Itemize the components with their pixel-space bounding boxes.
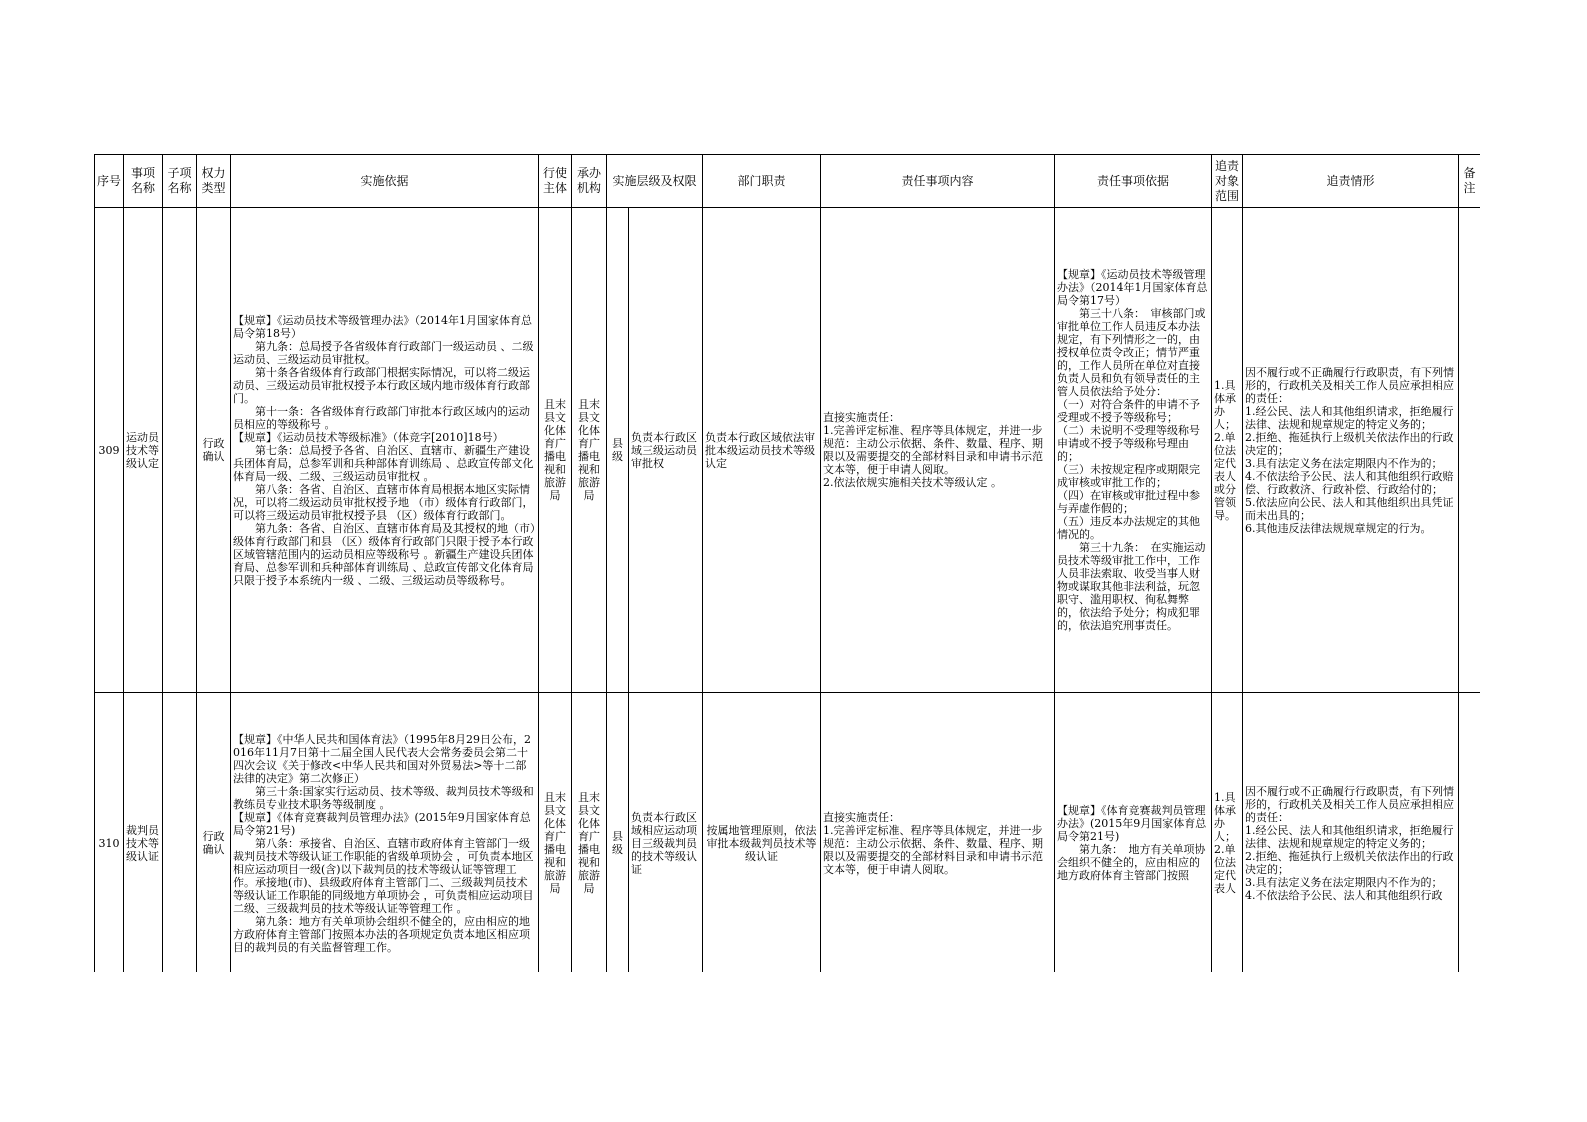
- cell-sub-name: [163, 693, 197, 973]
- cell-duty: 按属地管理原则，依法审批本级裁判员技术等级认证: [703, 693, 821, 973]
- cell-circumstance: [1243, 208, 1459, 693]
- cell-basis: [231, 693, 539, 973]
- resp-basis-line: 【规章】《体育竞赛裁判员管理办法》(2015年9月国家体育总局令第21号): [1057, 804, 1207, 843]
- circumstance-line: 因不履行或不正确履行行政职责，有下列情形的，行政机关及相关工作人员应承担相应的责任：: [1245, 784, 1455, 824]
- cell-resp-content: [821, 208, 1055, 693]
- basis-paragraph: 【规章】《运动员技术等级管理办法》（2014年1月国家体育总局令第18号）: [233, 313, 532, 340]
- resp-content-line: 2.依法依规实施相关技术等级认定 。: [823, 476, 1003, 489]
- cell-remark: [1459, 693, 1480, 973]
- resp-basis-line: （四）在审核或审批过程中参与弄虚作假的；: [1057, 489, 1201, 515]
- resp-content-line: 直接实施责任：: [823, 810, 901, 824]
- header-power-type: 权力类型: [197, 155, 231, 208]
- basis-paragraph: 【规章】《运动员技术等级标准》（体竞字[2010]18号）: [233, 430, 504, 444]
- cell-level-a: 县级: [607, 693, 629, 973]
- table-row: [95, 693, 1481, 973]
- header-basis: 实施依据: [231, 155, 539, 208]
- basis-paragraph: 【规章】《中华人民共和国体育法》（1995年8月29日公布，2016年11月7日第十二届全国人民代表大会常务委员会第二十四次会议《关于修改<中华人民共和国对外贸易法>等十二部法律的决定》第二次修正）: [233, 732, 531, 785]
- cell-level-b: 负责本行政区域三级运动员审批权: [629, 208, 703, 693]
- basis-paragraph: 第九条：各省、自治区、直辖市体育局及其授权的地（市）级体育行政部门和县 （区）级体育行政部门只限于授予本行政区域管辖范围内的运动员相应等级称号 。新疆生产建设兵团体育局、总参军训和兵种部体育训练局 、总政宣传部文化体育局只限于授予本系统内一级 、二级、三级运动员等级称号。: [233, 521, 536, 587]
- header-seq: 序号: [95, 155, 124, 208]
- cell-level-a: 县级: [607, 208, 629, 693]
- cell-power-type: 行政确认: [197, 208, 231, 693]
- circumstance-line: 4.不依法给予公民、法人和其他组织行政赔偿、行政救济、行政补偿、行政给付的；: [1245, 469, 1454, 496]
- header-sub-name: 子项名称: [163, 155, 197, 208]
- circumstance-line: 因不履行或不正确履行行政职责，有下列情形的，行政机关及相关工作人员应承担相应的责任：: [1245, 365, 1455, 405]
- resp-basis-line: （五）违反本办法规定的其他情况的。: [1057, 515, 1201, 541]
- circumstance-line: 1.经公民、法人和其他组织请求，拒绝履行法律、法规和规章规定的特定义务的；: [1245, 404, 1454, 431]
- basis-paragraph: 第九条：地方有关单项协会组织不健全的，应由相应的地方政府体育主管部门按照本办法的各项规定负责本地区相应项目的裁判员的有关监督管理工作。: [233, 914, 530, 954]
- cell-scope: 1.具体承办人；2.单位法定代表人或分管领导。: [1212, 208, 1243, 693]
- circumstance-line: 1.经公民、法人和其他组织请求，拒绝履行法律、法规和规章规定的特定义务的；: [1245, 823, 1454, 850]
- table-row: [95, 208, 1481, 693]
- cell-subject: 且末县文化体育广播电视和旅游局: [539, 208, 572, 693]
- power-list-table: [94, 154, 1480, 972]
- header-level: 实施层级及权限: [607, 155, 703, 208]
- header-remark: 备注: [1459, 155, 1480, 208]
- cell-resp-basis: [1055, 208, 1212, 693]
- resp-basis-line: （三）未按规定程序或期限完成审核或审批工作的；: [1057, 463, 1201, 489]
- table-header-row: [95, 155, 1481, 208]
- circumstance-line: 6.其他违反法律法规规章规定的行为。: [1245, 521, 1432, 535]
- circumstance-line: 3.具有法定义务在法定期限内不作为的；: [1245, 875, 1443, 889]
- document-table-viewport: [94, 154, 1480, 972]
- header-resp-basis: 责任事项依据: [1055, 155, 1212, 208]
- circumstance-line: 2.拒绝、拖延执行上级机关依法作出的行政决定的；: [1245, 849, 1454, 876]
- header-resp-content: 责任事项内容: [821, 155, 1055, 208]
- circumstance-line: 2.拒绝、拖延执行上级机关依法作出的行政决定的；: [1245, 430, 1454, 457]
- cell-agency: 且末县文化体育广播电视和旅游局: [572, 208, 607, 693]
- basis-paragraph: 第十一条：各省级体育行政部门审批本行政区域内的运动员相应的等级称号 。: [233, 404, 530, 431]
- cell-remark: [1459, 208, 1480, 693]
- cell-scope: 1.具体承办人；2.单位法定代表人: [1212, 693, 1243, 973]
- resp-content-line: 1.完善评定标准、程序等具体规定，并进一步规范：主动公示依据、条件、数量、程序、期限以及需要提交的全部材料目录和申请书示范文本等，便于申请人阅取。: [823, 823, 1044, 876]
- circumstance-line: 4.不依法给予公民、法人和其他组织行政: [1245, 888, 1443, 902]
- cell-duty: 负责本行政区域依法审批本级运动员技术等级认定: [703, 208, 821, 693]
- cell-basis: [231, 208, 539, 693]
- circumstance-line: 5.依法应向公民、法人和其他组织出具凭证而未出具的；: [1245, 495, 1454, 522]
- cell-power-type: 行政确认: [197, 693, 231, 973]
- cell-seq: 310: [95, 693, 124, 973]
- resp-basis-line: 第三十九条： 在实施运动员技术等级审批工作中，工作人员非法索取、收受当事人财物或谋取其他非法利益，玩忽职守、滥用职权、徇私舞弊的，依法给予处分；构成犯罪的，依法追究刑事责任。: [1057, 541, 1206, 632]
- cell-level-b: 负责本行政区域相应运动项目三级裁判员的技术等级认证: [629, 693, 703, 973]
- basis-paragraph: 第十条各省级体育行政部门根据实际情况，可以将二级运动员、三级运动员审批权授予本行政区域内地市级体育行政部门。: [233, 365, 530, 405]
- cell-resp-basis: [1055, 693, 1212, 973]
- resp-basis-line: （二）未说明不受理等级称号申请或不授予等级称号理由的；: [1057, 424, 1201, 463]
- resp-content-line: 1.完善评定标准、程序等具体规定，并进一步规范：主动公示依据、条件、数量、程序、期限以及需要提交的全部材料目录和申请书示范文本等，便于申请人阅取。: [823, 424, 1044, 476]
- basis-paragraph: 第三十条:国家实行运动员、技术等级、裁判员技术等级和教练员专业技术职务等级制度 。: [233, 784, 534, 811]
- circumstance-line: 3.具有法定义务在法定期限内不作为的；: [1245, 456, 1443, 470]
- basis-paragraph: 第七条：总局授予各省、自治区、直辖市、新疆生产建设兵团体育局，总参军训和兵种部体育训练局 、总政宣传部文化体育局一级、二级、三级运动员审批权 。: [233, 443, 534, 483]
- cell-item-name: 运动员技术等级认定: [124, 208, 163, 693]
- cell-circumstance: [1243, 693, 1459, 973]
- cell-item-name: 裁判员技术等级认证: [124, 693, 163, 973]
- resp-basis-line: 第九条： 地方有关单项协会组织不健全的，应由相应的地方政府体育主管部门按照: [1057, 843, 1206, 882]
- cell-resp-content: [821, 693, 1055, 973]
- header-item-name: 事项名称: [124, 155, 163, 208]
- resp-content-line: 直接实施责任：: [823, 411, 901, 424]
- resp-basis-line: （一）对符合条件的申请不予受理或不授予等级称号；: [1057, 398, 1201, 424]
- basis-paragraph: 第八条：承接省、自治区、直辖市政府体育主管部门一级裁判员技术等级认证工作职能的省级单项协会 ，可负责本地区相应运动项目一级(含)以下裁判员的技术等级认证等管理工作。承接地(市)、县级政府体育主管部门二、三级裁判员技术等级认证工作职能的同级地方单项协会 ，可负责相应运动项目二级、三级裁判员的技术等级认证等管理工作 。: [233, 836, 534, 915]
- header-subject: 行使主体: [539, 155, 572, 208]
- resp-basis-line: 【规章】《运动员技术等级管理办法》（2014年1月国家体育总局令第17号）: [1057, 268, 1208, 307]
- basis-paragraph: 第九条：总局授予各省级体育行政部门一级运动员 、二级运动员、三级运动员审批权。: [233, 339, 534, 366]
- header-agency: 承办机构: [572, 155, 607, 208]
- cell-agency: 且末县文化体育广播电视和旅游局: [572, 693, 607, 973]
- cell-subject: 且末县文化体育广播电视和旅游局: [539, 693, 572, 973]
- resp-basis-line: 第三十八条： 审核部门或审批单位工作人员违反本办法规定，有下列情形之一的，由授权单位责令改正；情节严重的，工作人员所在单位对直接负责人员和负有领导责任的主管人员依法给予处分：: [1057, 307, 1206, 398]
- cell-sub-name: [163, 208, 197, 693]
- header-circumstance: 追责情形: [1243, 155, 1459, 208]
- cell-seq: 309: [95, 208, 124, 693]
- basis-paragraph: 第八条：各省、自治区、直辖市体育局根据本地区实际情况，可以将二级运动员审批权授予地 （市）级体育行政部门，可以将三级运动员审批权授予县 （区）级体育行政部门。: [233, 482, 534, 522]
- basis-paragraph: 【规章】《体育竞赛裁判员管理办法》(2015年9月国家体育总局令第21号): [233, 810, 531, 837]
- header-duty: 部门职责: [703, 155, 821, 208]
- header-scope: 追责对象范围: [1212, 155, 1243, 208]
